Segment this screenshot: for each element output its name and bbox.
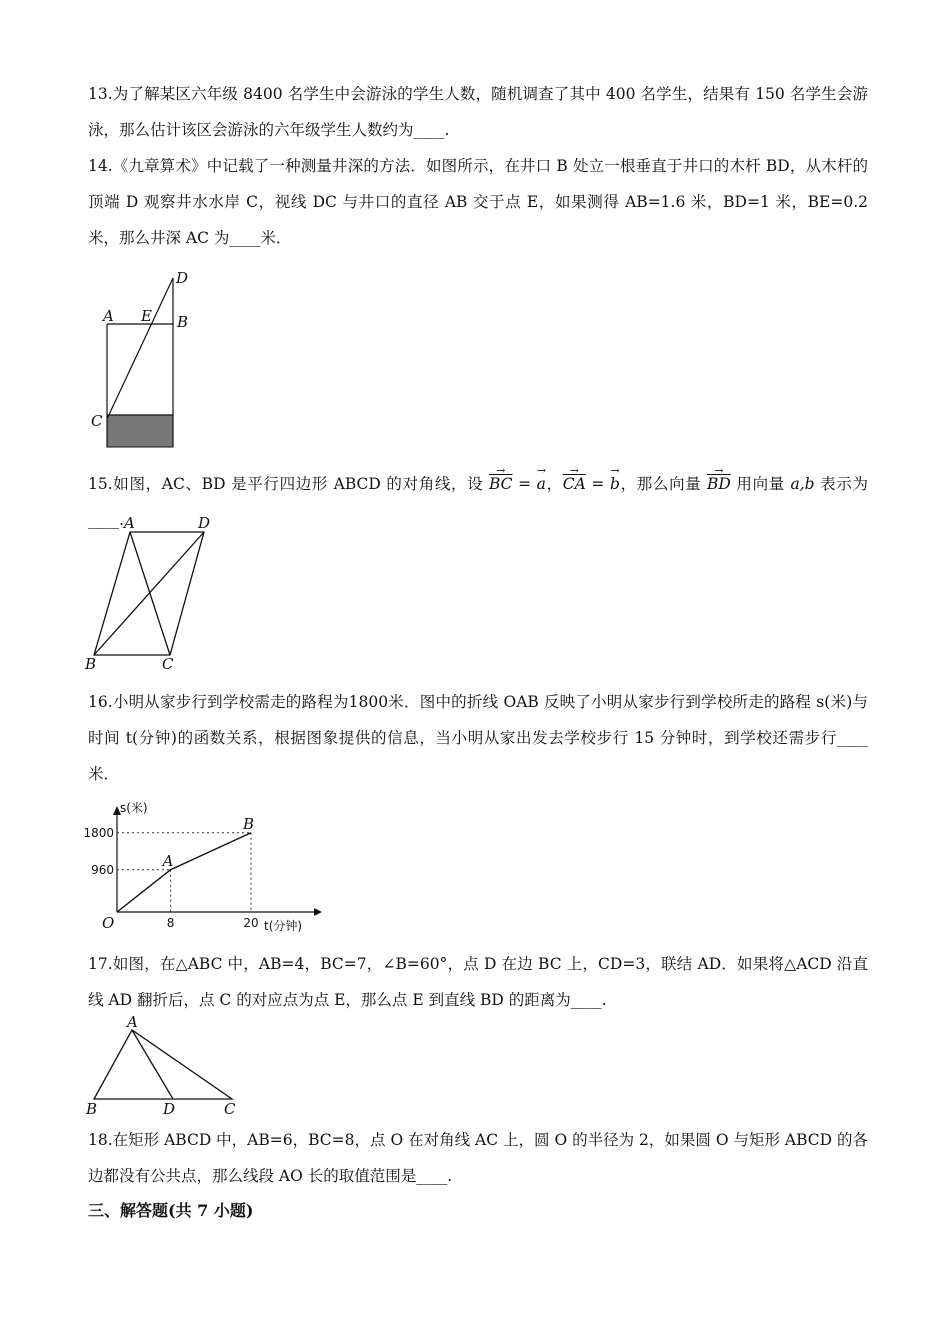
question-16: 16.小明从家步行到学校需走的路程为1800米．图中的折线 OAB 反映了小明从家步行到学校所走的路程 s(米)与时间 t(分钟)的函数关系，根据图象提供的信息，当小明从家出发去学校步行 15 分钟时，到学校还需步行____米． xyxy=(88,693,868,783)
q15-part1: 15.如图，AC、BD 是平行四边形 ABCD 的对角线，设 xyxy=(88,475,489,493)
point-b-label: B xyxy=(243,814,255,833)
vector-a: → a xyxy=(537,466,546,502)
y-axis-label: s(米) xyxy=(120,801,148,815)
label-a: A xyxy=(103,307,114,325)
label-b: B xyxy=(85,655,97,673)
x-tick-8: 8 xyxy=(166,916,175,930)
origin-label: O xyxy=(102,914,115,932)
label-a: A xyxy=(124,514,135,532)
vector-ca: → $\overline{CA}$ xyxy=(563,466,586,502)
vector-bc: → $\overline{BC}$ xyxy=(489,466,513,502)
water-area xyxy=(107,415,173,447)
question-13: 13.为了解某区六年级 8400 名学生中会游泳的学生人数，随机调查了其中 400 名学生，结果有 150 名学生会游泳，那么估计该区会游泳的六年级学生人数约为____. xyxy=(88,85,868,139)
x-axis-arrow xyxy=(314,908,322,916)
label-c: C xyxy=(162,655,174,673)
y-tick-1800: 1800 xyxy=(83,825,114,840)
vectors-ab: a,b xyxy=(790,475,815,493)
vector-bd: → $\overline{BD}$ xyxy=(707,466,731,502)
question-14: 14.《九章算术》中记载了一种测量井深的方法．如图所示，在井口 B 处立一根垂直于井口的木杆 BD，从木杆的顶端 D 观察井水水岸 C，视线 DC 与井口的直径 AB 交于点 E，如果测得 AB=1.6 米，BD=1 米，BE=0.2 米，那么井深 AC 为____米． xyxy=(88,157,868,247)
well-diagram xyxy=(88,265,208,435)
distance-time-chart xyxy=(82,795,332,940)
series-line-oab xyxy=(117,833,251,912)
parallelogram-diagram xyxy=(82,512,222,672)
point-a-label: A xyxy=(162,851,174,870)
q15-part4: 表示为____. xyxy=(88,475,868,529)
label-b: B xyxy=(86,1100,98,1118)
vector-b: → b xyxy=(610,466,620,502)
label-c: C xyxy=(91,412,103,430)
label-b: B xyxy=(177,313,189,331)
question-18: 18.在矩形 ABCD 中，AB=6，BC=8，点 O 在对角线 AC 上，圆 O 的半径为 2，如果圆 O 与矩形 ABCD 的各边都没有公共点，那么线段 AO 长的取值范围是____. xyxy=(88,1131,868,1185)
section-heading: 三、解答题(共 7 小题) xyxy=(88,1201,254,1220)
question-17: 17.如图，在△ABC 中，AB=4，BC=7，∠B=60°，点 D 在边 BC 上，CD=3，联结 AD．如果将△ACD 沿直线 AD 翻折后，点 C 的对应点为点 E，那么点 E 到直线 BD 的距离为____. xyxy=(88,955,868,1009)
q15-eq1: = xyxy=(512,475,537,493)
diagonal-ac xyxy=(130,532,170,655)
q15-part2: ，那么向量 xyxy=(619,475,707,493)
q15-comma: ， xyxy=(545,475,563,493)
label-d: D xyxy=(163,1100,176,1118)
segment-ad xyxy=(132,1030,173,1099)
label-e: E xyxy=(141,307,152,325)
y-tick-960: 960 xyxy=(91,862,114,877)
q15-eq2: = xyxy=(585,475,610,493)
triangle-diagram xyxy=(82,1014,252,1119)
line-dc xyxy=(107,278,173,419)
label-a: A xyxy=(127,1013,138,1031)
label-d: D xyxy=(176,269,189,287)
label-c: C xyxy=(224,1100,236,1118)
label-d: D xyxy=(198,514,211,532)
x-axis-label: t(分钟) xyxy=(264,919,303,933)
triangle-abc xyxy=(94,1030,232,1099)
x-tick-20: 20 xyxy=(243,916,259,930)
q15-part3: 用向量 xyxy=(730,475,791,493)
